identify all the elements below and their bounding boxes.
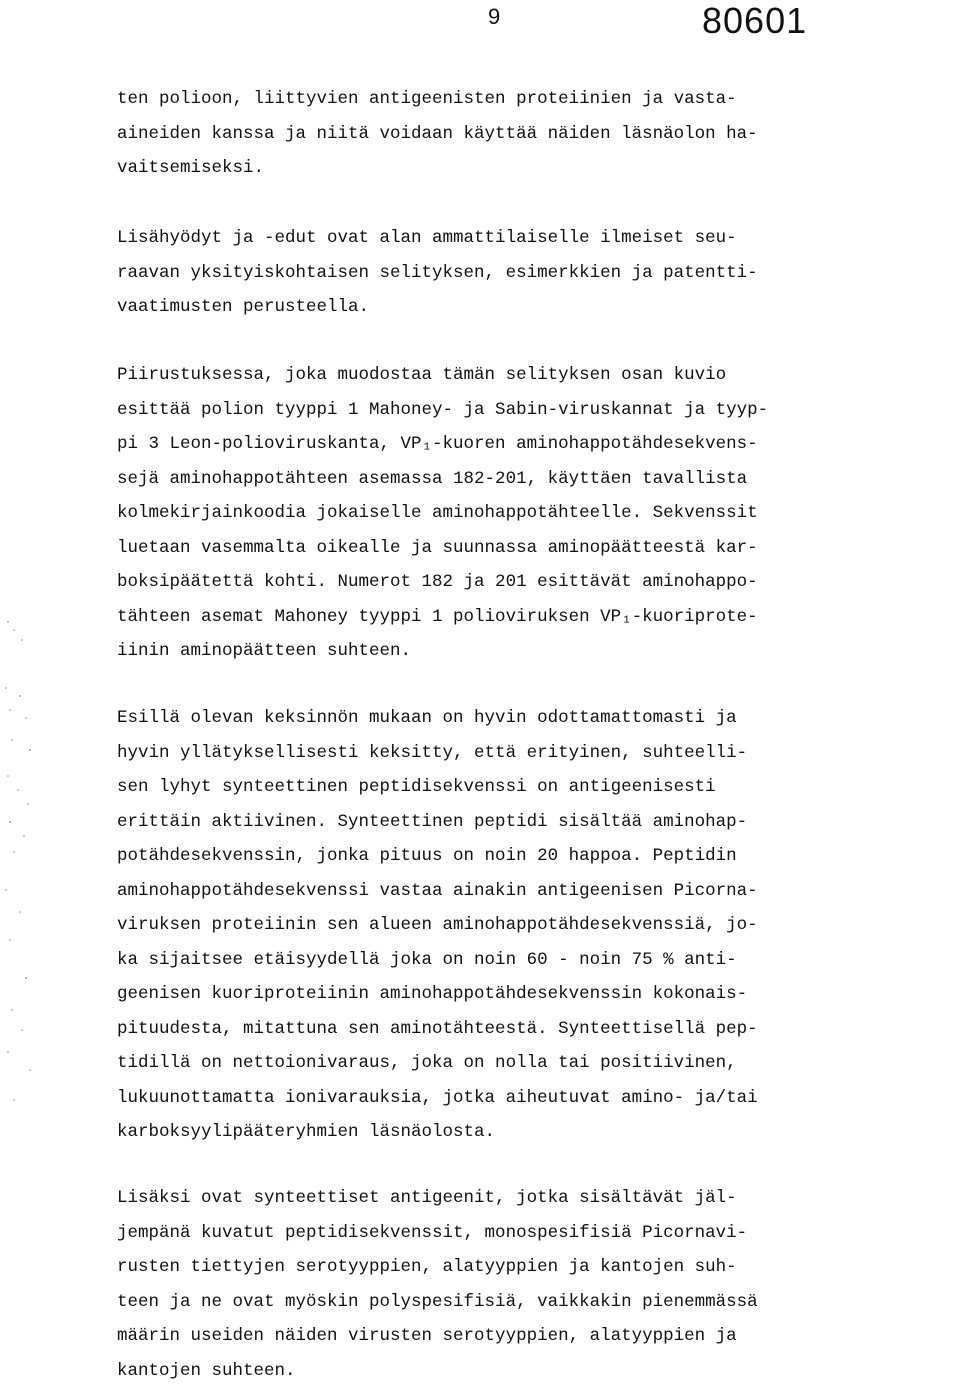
text-line: viruksen proteiinin sen alueen aminohappotähdesekvenssiä, jo-	[117, 908, 947, 943]
page-number: 9	[488, 4, 500, 30]
text-line: kolmekirjainkoodia jokaiselle aminohappotähteelle. Sekvenssit	[117, 496, 947, 531]
text-line: Lisäksi ovat synteettiset antigeenit, jotka sisältävät jäl-	[117, 1181, 947, 1216]
paragraph-4	[117, 701, 947, 1150]
text-line: Lisähyödyt ja -edut ovat alan ammattilaiselle ilmeiset seu-	[117, 221, 947, 256]
text-line: tähteen asemat Mahoney tyyppi 1 polioviruksen VP₁-kuoriprote-	[117, 600, 947, 635]
text-line: raavan yksityiskohtaisen selityksen, esimerkkien ja patentti-	[117, 256, 947, 291]
text-line: tidillä on nettoionivaraus, joka on nolla tai positiivinen,	[117, 1046, 947, 1081]
text-line: luetaan vasemmalta oikealle ja suunnassa aminopäätteestä kar-	[117, 531, 947, 566]
text-line: ten polioon, liittyvien antigeenisten proteiinien ja vasta-	[117, 82, 947, 117]
text-line: hyvin yllätyksellisesti keksitty, että erityinen, suhteelli-	[117, 736, 947, 771]
text-line: iinin aminopäätteen suhteen.	[117, 634, 947, 669]
text-line: kantojen suhteen.	[117, 1354, 947, 1388]
text-line: geenisen kuoriproteiinin aminohappotähdesekvenssin kokonais-	[117, 977, 947, 1012]
text-line: potähdesekvenssin, jonka pituus on noin 20 happoa. Peptidin	[117, 839, 947, 874]
text-line: aineiden kanssa ja niitä voidaan käyttää näiden läsnäolon ha-	[117, 117, 947, 152]
paragraph-1	[117, 82, 947, 186]
document-number: 80601	[702, 0, 807, 42]
text-line: pi 3 Leon-polioviruskanta, VP₁-kuoren aminohappotähdesekvens-	[117, 427, 947, 462]
paragraph-5	[117, 1181, 947, 1388]
text-line: Piirustuksessa, joka muodostaa tämän selityksen osan kuvio	[117, 358, 947, 393]
text-line: sejä aminohappotähteen asemassa 182-201, käyttäen tavallista	[117, 462, 947, 497]
text-line: jempänä kuvatut peptidisekvenssit, monospesifisiä Picornavi-	[117, 1216, 947, 1251]
text-line: vaatimusten perusteella.	[117, 290, 947, 325]
text-line: aminohappotähdesekvenssi vastaa ainakin antigeenisen Picorna-	[117, 874, 947, 909]
text-line: karboksyylipääteryhmien läsnäolosta.	[117, 1115, 947, 1150]
paragraph-2	[117, 221, 947, 325]
text-line: sen lyhyt synteettinen peptidisekvenssi on antigeenisesti	[117, 770, 947, 805]
paragraph-3	[117, 358, 947, 669]
scan-specks	[0, 600, 40, 1180]
text-line: teen ja ne ovat myöskin polyspesifisiä, vaikkakin pienemmässä	[117, 1285, 947, 1320]
text-line: boksipäätettä kohti. Numerot 182 ja 201 esittävät aminohappo-	[117, 565, 947, 600]
text-line: ka sijaitsee etäisyydellä joka on noin 60 - noin 75 % anti-	[117, 943, 947, 978]
text-line: esittää polion tyyppi 1 Mahoney- ja Sabin-viruskannat ja tyyp-	[117, 393, 947, 428]
text-line: määrin useiden näiden virusten serotyyppien, alatyyppien ja	[117, 1319, 947, 1354]
text-line: rusten tiettyjen serotyyppien, alatyyppien ja kantojen suh-	[117, 1250, 947, 1285]
text-line: erittäin aktiivinen. Synteettinen peptidi sisältää aminohap-	[117, 805, 947, 840]
text-line: pituudesta, mitattuna sen aminotähteestä. Synteettisellä pep-	[117, 1012, 947, 1047]
text-line: lukuunottamatta ionivarauksia, jotka aiheutuvat amino- ja/tai	[117, 1081, 947, 1116]
text-line: vaitsemiseksi.	[117, 151, 947, 186]
text-line: Esillä olevan keksinnön mukaan on hyvin odottamattomasti ja	[117, 701, 947, 736]
